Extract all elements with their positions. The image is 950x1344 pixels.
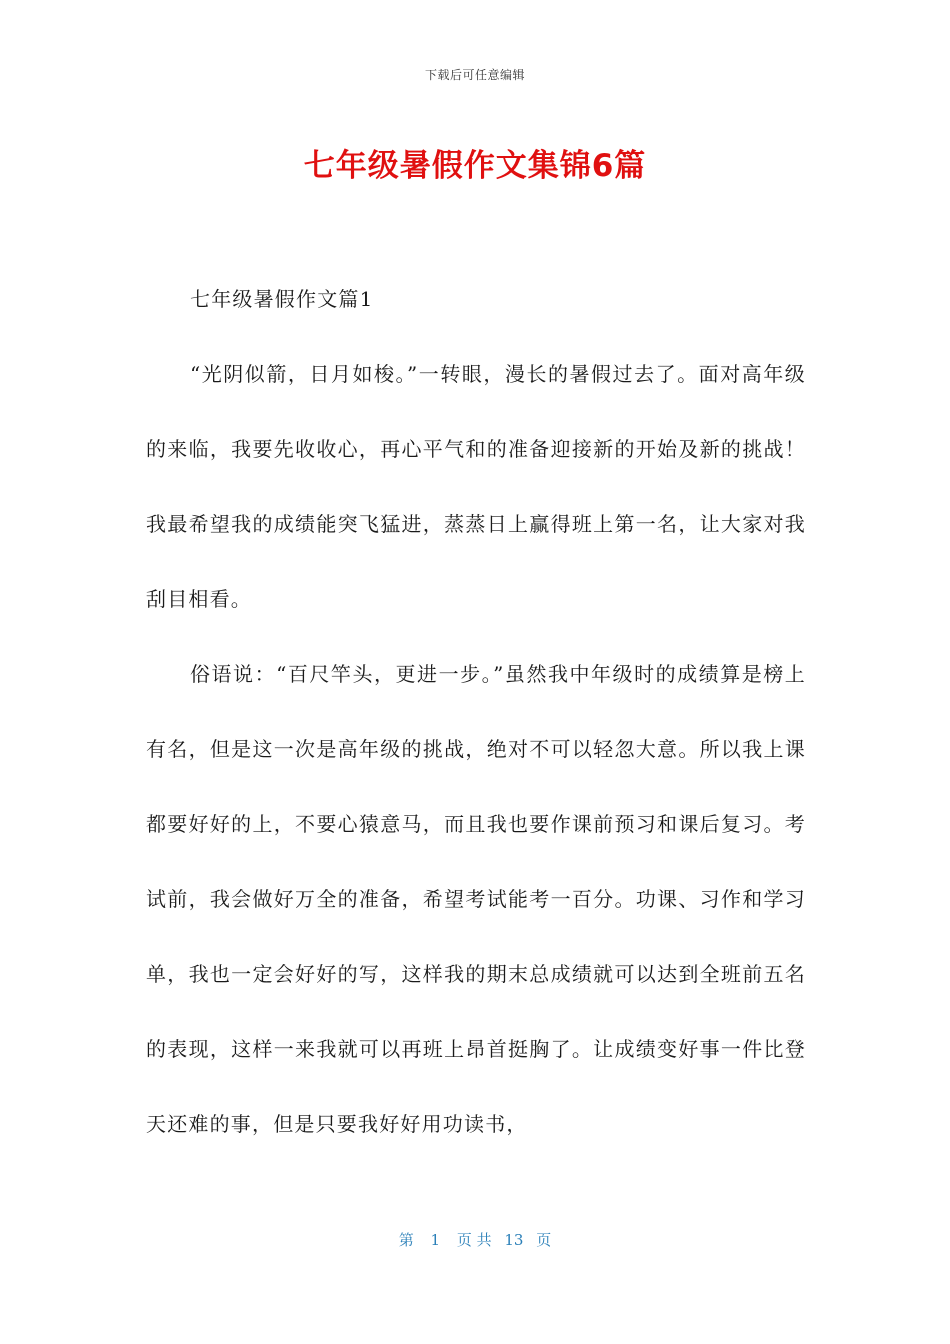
footer-prefix: 第 — [398, 1231, 414, 1249]
paragraph-1: “光阴似箭，日月如梭。”一转眼，漫长的暑假过去了。面对高年级的来临，我要先收收心，再心平气和的准备迎接新的开始及新的挑战！我最希望我的成绩能突飞猛进，蒸蒸日上赢得班上第一名，让大家对我刮目相看。 — [146, 362, 806, 611]
footer-suffix: 页 — [536, 1231, 552, 1249]
footer-current-page: 1 — [430, 1231, 441, 1249]
footer-total-pages: 13 — [504, 1231, 524, 1249]
footer-middle: 页 共 — [456, 1231, 492, 1249]
document-title: 七年级暑假作文集锦6篇 — [303, 148, 647, 184]
page-header: 下载后可任意编辑 — [424, 68, 525, 82]
section-heading: 七年级暑假作文篇1 — [190, 287, 374, 311]
paragraph-2: 俗语说：“百尺竿头，更进一步。”虽然我中年级时的成绩算是榜上有名，但是这一次是高年级的挑战，绝对不可以轻忽大意。所以我上课都要好好的上，不要心猿意马，而且我也要作课前预习和课后复习。考试前，我会做好万全的准备，希望考试能考一百分。功课、习作和学习单，我也一定会好好的写，这样我的期末总成绩就可以达到全班前五名的表现，这样一来我就可以再班上昂首挺胸了。让成绩变好事一件比登天还难的事，但是只要我好好用功读书， — [146, 662, 806, 1136]
document-body — [146, 262, 806, 1162]
page-footer — [0, 1229, 950, 1250]
